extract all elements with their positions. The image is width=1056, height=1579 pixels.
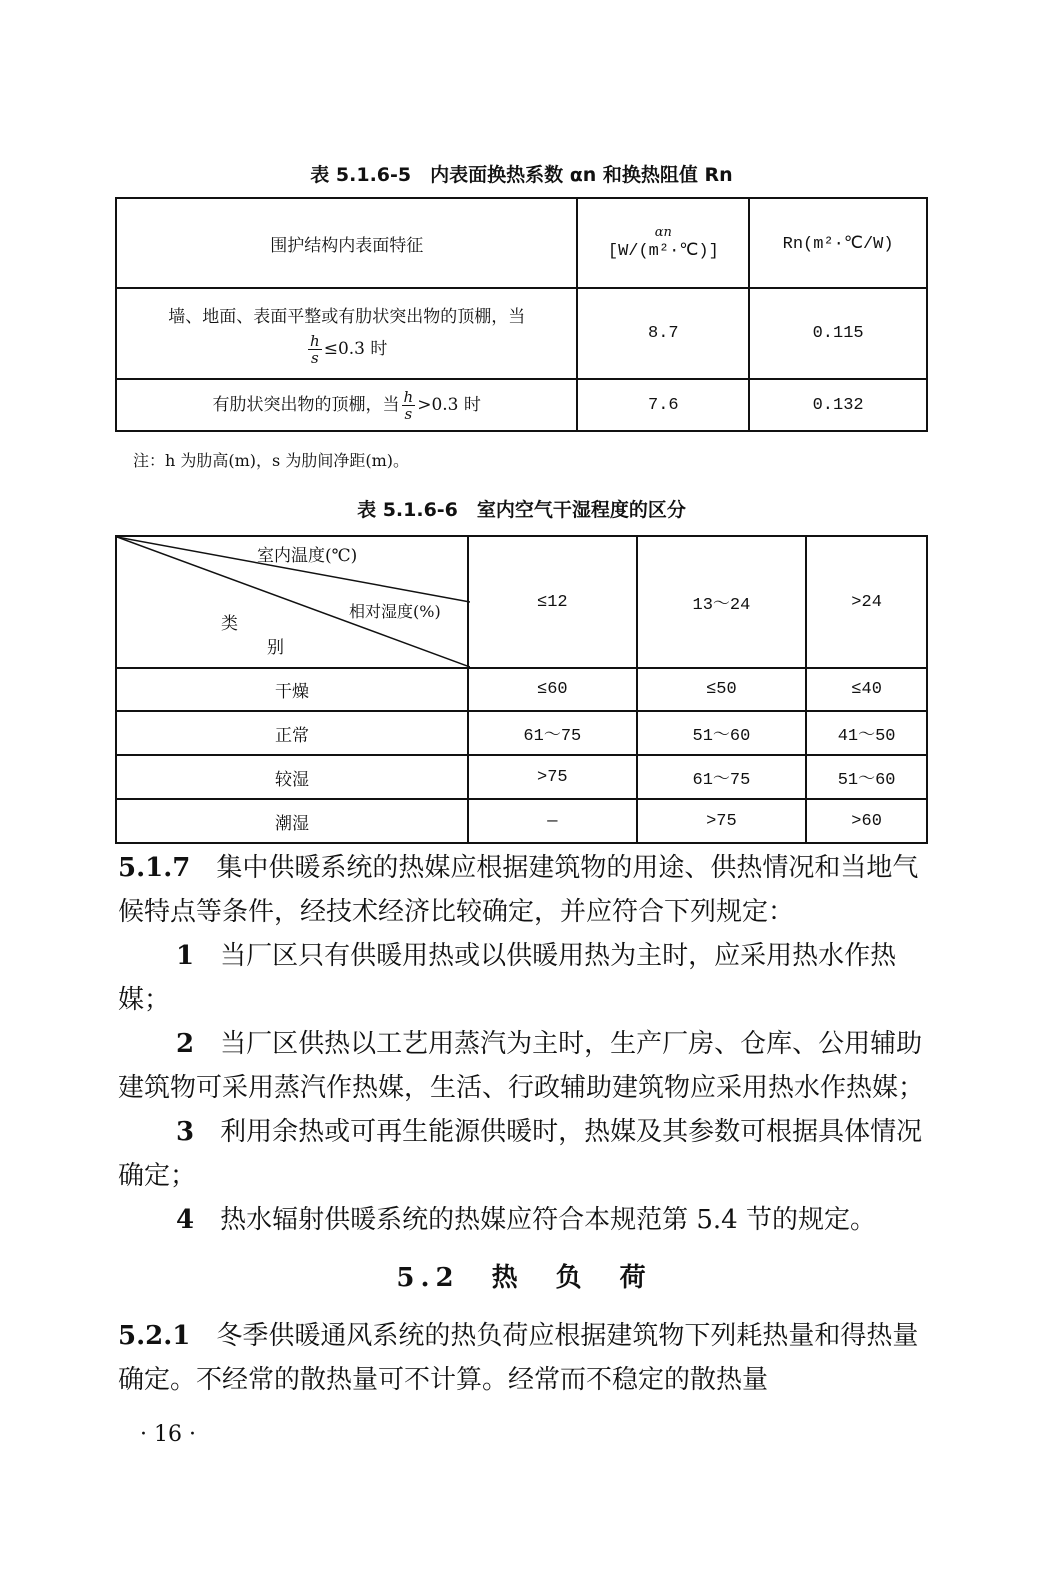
- feature-text: 墙、地面、表面平整或有肋状突出物的顶棚，当: [168, 306, 526, 327]
- list-item: 4 热水辐射供暖系统的热媒应符合本规范第 5.4 节的规定。: [176, 1205, 876, 1235]
- header-alpha: [577, 198, 749, 288]
- fraction: $\frac{h}{s}$: [310, 331, 320, 367]
- feature-cell: [116, 379, 577, 431]
- r-value: 0.132: [749, 379, 927, 431]
- header-alpha-symbol: αn: [654, 225, 672, 240]
- corner-category-label-1: 类: [221, 614, 238, 634]
- cell: >60: [806, 799, 927, 843]
- alpha-value: 8.7: [577, 288, 749, 379]
- section-heading: 5.2 热 负 荷: [396, 1263, 652, 1293]
- alpha-value: 7.6: [577, 379, 749, 431]
- table1-note: 注：h 为肋高(m)，s 为肋间净距(m)。: [133, 451, 410, 470]
- table-row: [116, 711, 927, 755]
- column-header: >24: [806, 536, 927, 668]
- row-label: 干燥: [116, 668, 468, 711]
- clause-text: 集中供暖系统的热媒应根据建筑物的用途、供热情况和当地气候特点等条件，经技术经济比较确定，并应符合下列规定：: [118, 853, 919, 927]
- clause-5-2-1: [118, 1314, 930, 1402]
- clause-text: 冬季供暖通风系统的热负荷应根据建筑物下列耗热量和得热量确定。不经常的散热量可不计算。经常而不稳定的散热量: [118, 1321, 919, 1395]
- feature-condition: >0.3 时: [417, 394, 481, 415]
- cell: >75: [637, 799, 807, 843]
- corner-humidity-label: 相对湿度(%): [349, 602, 441, 621]
- table-humidity-classification: [115, 535, 928, 844]
- cell: 51～60: [637, 711, 807, 755]
- cell: >75: [468, 755, 637, 799]
- corner-cell: [116, 536, 468, 668]
- table-row: [116, 799, 927, 843]
- list-item: 2 当厂区供热以工艺用蒸汽为主时，生产厂房、仓库、公用辅助建筑物可采用蒸汽作热媒，生活、行政辅助建筑物应采用热水作热媒；: [118, 1029, 925, 1103]
- cell: 41～50: [806, 711, 927, 755]
- table-row: [116, 755, 927, 799]
- corner-temp-label: 室内温度(℃): [257, 546, 358, 566]
- clause-number: 5.1.7: [118, 853, 191, 883]
- list-item: 3 利用余热或可再生能源供暖时，热媒及其参数可根据具体情况确定；: [118, 1117, 923, 1191]
- header-r: Rn(m²·℃/W): [749, 198, 927, 288]
- table1-caption: 表 5.1.6-5 内表面换热系数 αn 和换热阻值 Rn: [310, 164, 733, 186]
- table-row: [116, 379, 927, 431]
- body-flow: [118, 846, 930, 1450]
- header-alpha-unit: [W/(m²·℃)]: [607, 242, 719, 261]
- cell: ≤50: [637, 668, 807, 711]
- column-header: ≤12: [468, 536, 637, 668]
- cell: 51～60: [806, 755, 927, 799]
- cell: ≤60: [468, 668, 637, 711]
- header-feature: 围护结构内表面特征: [116, 198, 577, 288]
- feature-condition: ≤0.3 时: [323, 338, 388, 359]
- table-row: [116, 668, 927, 711]
- fraction: $\frac{h}{s}$: [403, 387, 414, 423]
- feature-text: 有肋状突出物的顶棚，当: [212, 394, 400, 415]
- feature-cell: [116, 288, 577, 379]
- cell: 61～75: [468, 711, 637, 755]
- column-header: 13～24: [637, 536, 807, 668]
- table2-caption: 表 5.1.6-6 室内空气干湿程度的区分: [357, 499, 686, 521]
- table-inner-surface-coefficients: [115, 197, 928, 432]
- cell: —: [468, 799, 637, 843]
- r-value: 0.115: [749, 288, 927, 379]
- row-label: 潮湿: [116, 799, 468, 843]
- row-label: 较湿: [116, 755, 468, 799]
- cell: 61～75: [637, 755, 807, 799]
- clause-5-1-7: [118, 846, 930, 1242]
- clause-number: 5.2.1: [118, 1321, 191, 1351]
- table-row: [116, 288, 927, 379]
- corner-category-label-2: 别: [267, 638, 284, 658]
- page-number: · 16 ·: [140, 1422, 196, 1447]
- list-item: 1 当厂区只有供暖用热或以供暖用热为主时，应采用热水作热媒；: [118, 941, 897, 1015]
- cell: ≤40: [806, 668, 927, 711]
- row-label: 正常: [116, 711, 468, 755]
